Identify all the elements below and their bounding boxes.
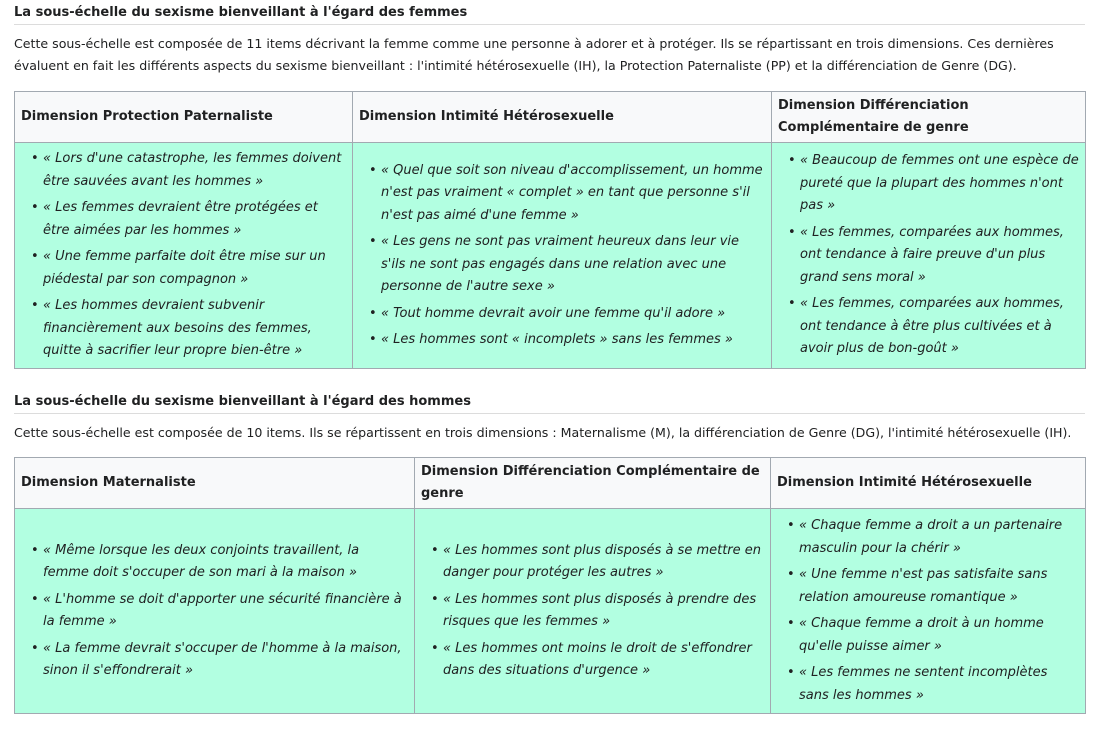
- table-row: [15, 143, 1086, 369]
- item-list: [799, 515, 1079, 707]
- column-header: Dimension Protection Paternaliste: [15, 92, 353, 143]
- list-item: • « La femme devrait s'occuper de l'homme à la maison, sinon il s'effondrerait »: [43, 638, 408, 683]
- list-item: • « Les femmes devraient être protégées et être aimées par les hommes »: [43, 197, 346, 242]
- list-item: • « L'homme se doit d'apporter une sécurité financière à la femme »: [43, 589, 408, 634]
- table-cell: [353, 143, 772, 369]
- section-heading-women: La sous-échelle du sexisme bienveillant à l'égard des femmes: [14, 4, 1085, 25]
- item-list: [43, 148, 346, 363]
- list-item: • « Une femme parfaite doit être mise sur un piédestal par son compagnon »: [43, 246, 346, 291]
- table-cell: [15, 509, 415, 714]
- item-list: [43, 540, 408, 683]
- column-header: Dimension Intimité Hétérosexuelle: [353, 92, 772, 143]
- column-header: Dimension Maternaliste: [15, 458, 415, 509]
- table-header-row: [15, 458, 1086, 509]
- table-cell: [15, 143, 353, 369]
- table-header-row: [15, 92, 1086, 143]
- list-item: • « Les femmes ne sentent incomplètes sans les hommes »: [799, 662, 1079, 707]
- column-header: Dimension Différenciation Complémentaire de genre: [772, 92, 1086, 143]
- list-item: • « Lors d'une catastrophe, les femmes doivent être sauvées avant les hommes »: [43, 148, 346, 193]
- list-item: • « Chaque femme a droit à un homme qu'elle puisse aimer »: [799, 613, 1079, 658]
- item-list: [381, 160, 765, 352]
- list-item: • « Les hommes devraient subvenir financièrement aux besoins des femmes, quitte à sacrifier leur propre bien-être »: [43, 295, 346, 363]
- list-item: • « Les hommes ont moins le droit de s'effondrer dans des situations d'urgence »: [443, 638, 764, 683]
- list-item: • « Beaucoup de femmes ont une espèce de pureté que la plupart des hommes n'ont pas »: [800, 150, 1079, 218]
- list-item: • « Les femmes, comparées aux hommes, ont tendance à être plus cultivées et à avoir plus de bon-goût »: [800, 293, 1079, 361]
- section-heading-men: La sous-échelle du sexisme bienveillant à l'égard des hommes: [14, 393, 1085, 414]
- list-item: • « Même lorsque les deux conjoints travaillent, la femme doit s'occuper de son mari à la maison »: [43, 540, 408, 585]
- list-item: • « Les hommes sont plus disposés à prendre des risques que les femmes »: [443, 589, 764, 634]
- table-cell: [415, 509, 771, 714]
- section-description-women: Cette sous-échelle est composée de 11 items décrivant la femme comme une personne à adorer et à protéger. Ils se répartissant en trois dimensions. Ces dernières évaluent en fait les différents aspects du sexisme bienveillant : l'intimité hétérosexuelle (IH), la Protection Paternaliste (PP) et la différenciation de Genre (DG).: [14, 36, 1054, 73]
- list-item: • « Les gens ne sont pas vraiment heureux dans leur vie s'ils ne sont pas engagés dans une relation avec une personne de l'autre sexe »: [381, 231, 765, 299]
- list-item: • « Chaque femme a droit a un partenaire masculin pour la chérir »: [799, 515, 1079, 560]
- list-item: • « Les hommes sont plus disposés à se mettre en danger pour protéger les autres »: [443, 540, 764, 585]
- section-description-men: Cette sous-échelle est composée de 10 items. Ils se répartissent en trois dimensions : Maternalisme (M), la différenciation de Genre (DG), l'intimité hétérosexuelle (IH).: [14, 425, 1072, 440]
- table-row: [15, 509, 1086, 714]
- table-cell: [771, 509, 1086, 714]
- list-item: • « Une femme n'est pas satisfaite sans relation amoureuse romantique »: [799, 564, 1079, 609]
- item-list: [800, 150, 1079, 361]
- list-item: • « Les hommes sont « incomplets » sans les femmes »: [381, 329, 765, 352]
- list-item: • « Quel que soit son niveau d'accomplissement, un homme n'est pas vraiment « complet » en tant que personne s'il n'est pas aimé d'une femme »: [381, 160, 765, 228]
- table-cell: [772, 143, 1086, 369]
- column-header: Dimension Différenciation Complémentaire de genre: [415, 458, 771, 509]
- table-men-dimensions: [14, 457, 1086, 714]
- list-item: • « Tout homme devrait avoir une femme qu'il adore »: [381, 303, 765, 326]
- table-women-dimensions: [14, 91, 1086, 369]
- list-item: • « Les femmes, comparées aux hommes, ont tendance à faire preuve d'un plus grand sens moral »: [800, 222, 1079, 290]
- item-list: [443, 540, 764, 683]
- column-header: Dimension Intimité Hétérosexuelle: [771, 458, 1086, 509]
